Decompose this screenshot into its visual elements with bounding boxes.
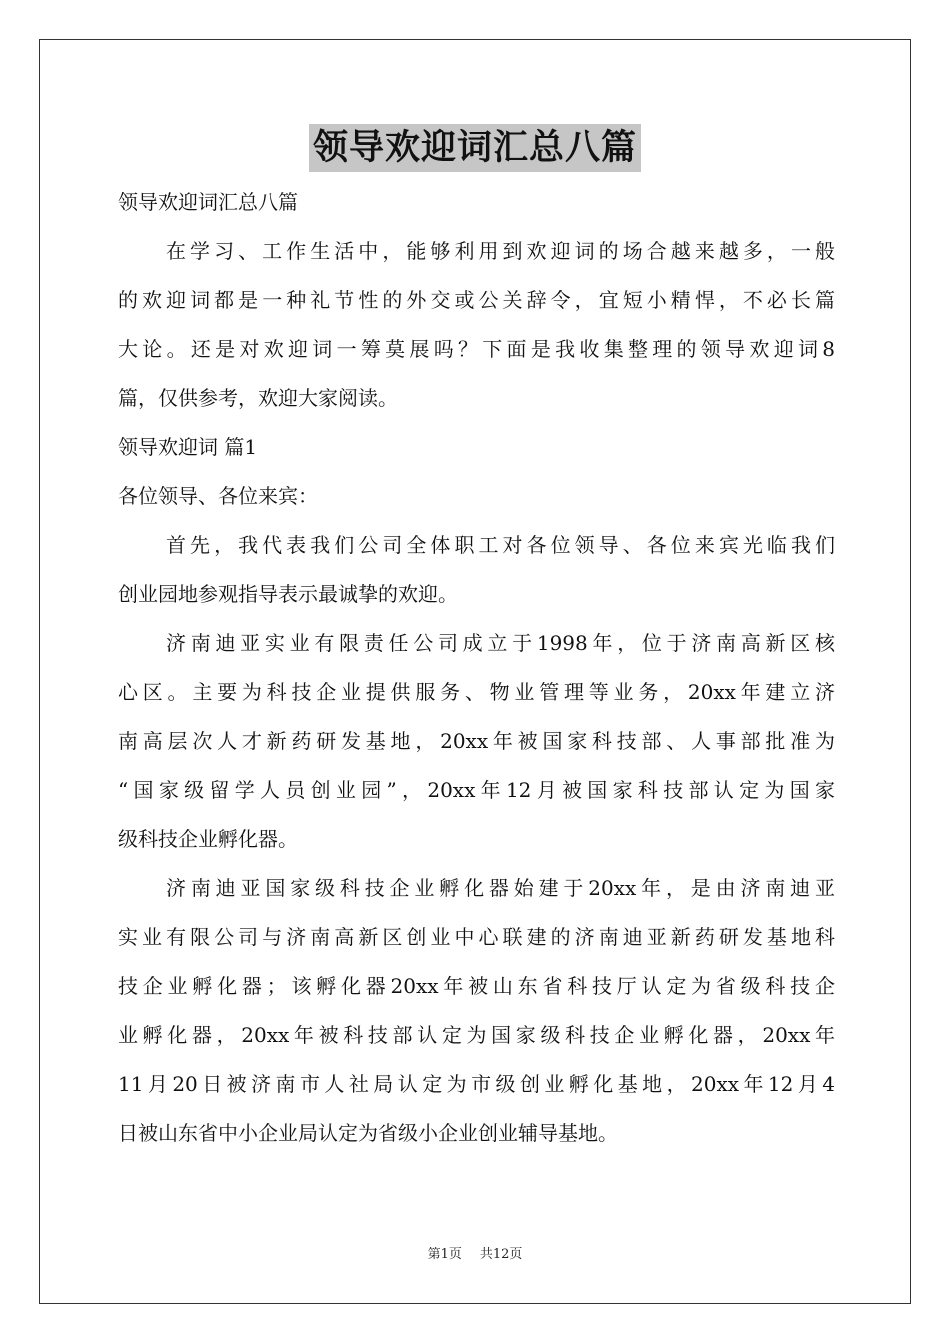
text-line: 11月20日被济南市人社局认定为市级创业孵化基地，20xx年12月4 (118, 1072, 835, 1096)
text-line: 济南迪亚实业有限责任公司成立于1998年，位于济南高新区核 (166, 631, 835, 655)
page-footer (0, 1246, 950, 1264)
page-number: 第1页 (427, 1247, 462, 1262)
document-title (0, 122, 950, 174)
page-total: 共12页 (479, 1247, 523, 1262)
text-line: 大论。还是对欢迎词一筹莫展吗？下面是我收集整理的领导欢迎词8 (118, 337, 835, 361)
text-line: “国家级留学人员创业园”，20xx年12月被国家科技部认定为国家 (118, 778, 835, 802)
text-line: 级科技企业孵化器。 (118, 827, 298, 851)
text-line: 领导欢迎词汇总八篇 (118, 190, 298, 214)
text-line: 业孵化器，20xx年被科技部认定为国家级科技企业孵化器，20xx年 (118, 1023, 835, 1047)
text-line: 技企业孵化器；该孵化器20xx年被山东省科技厅认定为省级科技企 (118, 974, 835, 998)
document-body (118, 178, 835, 1158)
text-line: 篇，仅供参考，欢迎大家阅读。 (118, 386, 398, 410)
text-line: 南高层次人才新药研发基地，20xx年被国家科技部、人事部批准为 (118, 729, 835, 753)
text-line: 首先，我代表我们公司全体职工对各位领导、各位来宾光临我们 (166, 533, 835, 557)
text-line: 各位领导、各位来宾： (118, 484, 318, 508)
text-line: 在学习、工作生活中，能够利用到欢迎词的场合越来越多，一般 (166, 239, 835, 263)
text-line: 创业园地参观指导表示最诚挚的欢迎。 (118, 582, 458, 606)
text-line: 实业有限公司与济南高新区创业中心联建的济南迪亚新药研发基地科 (118, 925, 835, 949)
text-line: 日被山东省中小企业局认定为省级小企业创业辅导基地。 (118, 1121, 618, 1145)
document-title-text: 领导欢迎词汇总八篇 (309, 124, 641, 172)
text-line: 心区。主要为科技企业提供服务、物业管理等业务，20xx年建立济 (118, 680, 835, 704)
text-line: 济南迪亚国家级科技企业孵化器始建于20xx年，是由济南迪亚 (166, 876, 835, 900)
text-line: 的欢迎词都是一种礼节性的外交或公关辞令，宜短小精悍，不必长篇 (118, 288, 835, 312)
text-line: 领导欢迎词 篇1 (118, 435, 258, 459)
